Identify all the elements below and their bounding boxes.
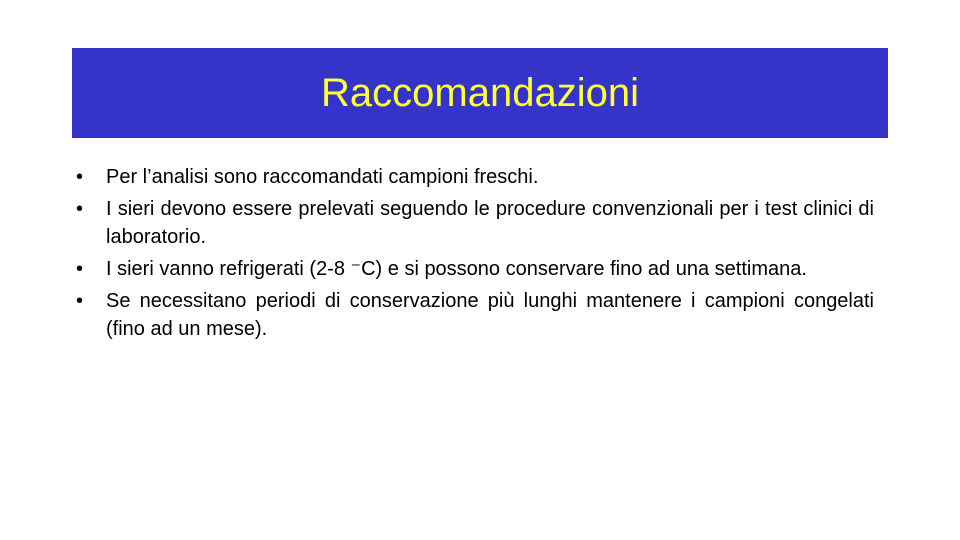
title-bar [72, 48, 888, 138]
bullet-item [76, 287, 874, 343]
bullet-item [76, 163, 874, 191]
bullet-text: I sieri vanno refrigerati (2-8 ⁻C) e si possono conservare fino ad una settimana. [106, 258, 807, 280]
bullet-icon: • [76, 258, 84, 280]
bullet-text: Se necessitano periodi di conservazione più lunghi mantenere i campioni congelati (fino ad un mese). [106, 290, 874, 340]
bullet-text: Per l’analisi sono raccomandati campioni freschi. [106, 166, 539, 188]
slide-title: Raccomandazioni [321, 71, 639, 115]
bullet-list [76, 163, 874, 347]
bullet-icon: • [76, 198, 84, 220]
bullet-text: I sieri devono essere prelevati seguendo le procedure convenzionali per i test clinici di laboratorio. [106, 198, 874, 248]
bullet-icon: • [76, 166, 84, 188]
bullet-icon: • [76, 290, 84, 312]
bullet-item [76, 195, 874, 251]
bullet-item [76, 255, 874, 283]
